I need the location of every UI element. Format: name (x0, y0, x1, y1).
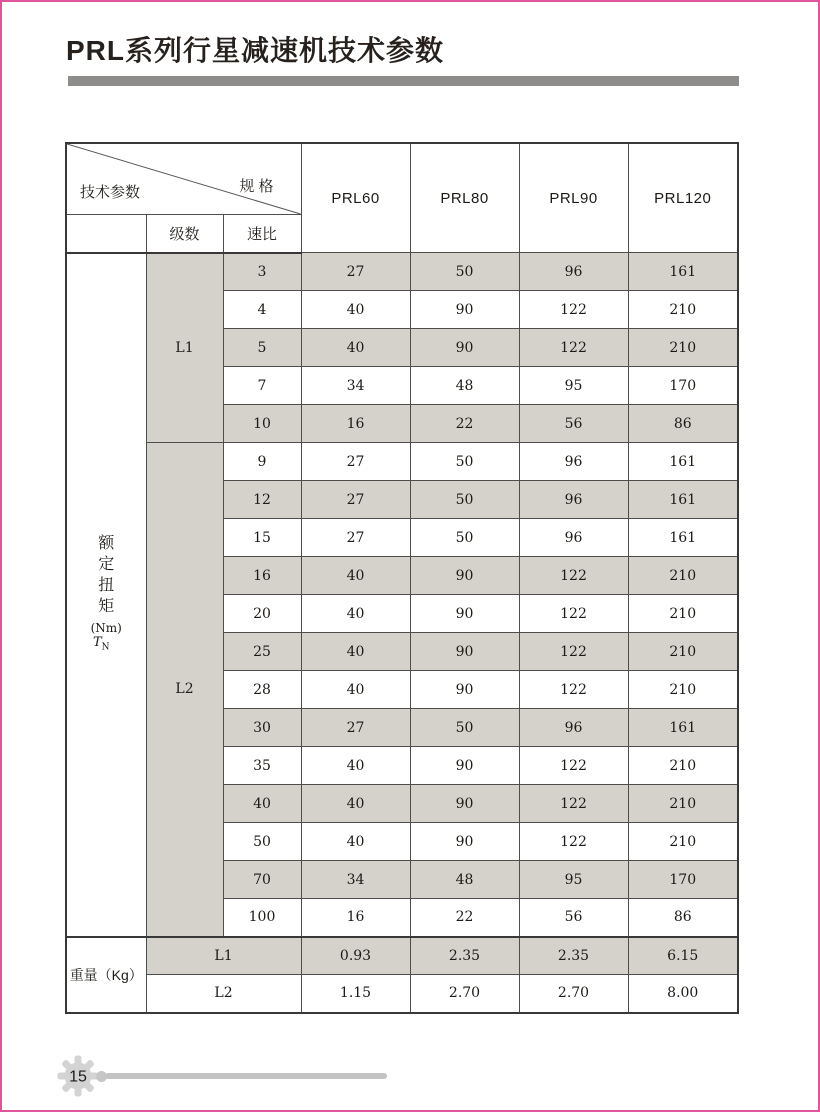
torque-value-cell: 40 (301, 329, 410, 367)
torque-value-cell: 161 (628, 519, 738, 557)
torque-value-cell: 27 (301, 253, 410, 291)
parameters-table (65, 142, 739, 1014)
table-row (66, 937, 738, 975)
torque-value-cell: 34 (301, 861, 410, 899)
torque-value-cell: 90 (410, 823, 519, 861)
weight-value-cell: 2.35 (410, 937, 519, 975)
torque-value-cell: 40 (301, 557, 410, 595)
weight-value-cell: 0.93 (301, 937, 410, 975)
ratio-cell: 3 (223, 253, 301, 291)
torque-value-cell: 122 (519, 823, 628, 861)
weight-stage-cell-l1: L1 (146, 937, 301, 975)
ratio-cell: 12 (223, 481, 301, 519)
torque-value-cell: 96 (519, 481, 628, 519)
ratio-cell: 28 (223, 671, 301, 709)
torque-value-cell: 40 (301, 595, 410, 633)
torque-value-cell: 161 (628, 709, 738, 747)
torque-value-cell: 96 (519, 443, 628, 481)
ratio-cell: 10 (223, 405, 301, 443)
torque-value-cell: 96 (519, 253, 628, 291)
col-header-prl80: PRL80 (410, 143, 519, 253)
torque-value-cell: 210 (628, 747, 738, 785)
table-row (66, 443, 738, 481)
torque-value-cell: 16 (301, 405, 410, 443)
torque-value-cell: 95 (519, 367, 628, 405)
torque-value-cell: 27 (301, 519, 410, 557)
torque-value-cell: 210 (628, 633, 738, 671)
torque-value-cell: 48 (410, 367, 519, 405)
torque-value-cell: 16 (301, 899, 410, 937)
title-underline-bar (68, 76, 739, 86)
torque-value-cell: 90 (410, 557, 519, 595)
torque-value-cell: 122 (519, 785, 628, 823)
col-header-prl60: PRL60 (301, 143, 410, 253)
torque-value-cell: 122 (519, 557, 628, 595)
torque-value-cell: 40 (301, 785, 410, 823)
torque-value-cell: 86 (628, 899, 738, 937)
corner-param-label: 技术参数 (80, 184, 141, 201)
torque-row-group-label: 额 定 扭 矩 (Nm) $T_N$ (66, 253, 146, 937)
ratio-cell: 20 (223, 595, 301, 633)
weight-value-cell: 6.15 (628, 937, 738, 975)
torque-value-cell: 90 (410, 671, 519, 709)
torque-value-cell: 161 (628, 443, 738, 481)
weight-value-cell: 2.70 (410, 975, 519, 1013)
torque-value-cell: 90 (410, 291, 519, 329)
footer-rule-line (105, 1073, 387, 1079)
page-number: 15 (69, 1068, 87, 1086)
torque-value-cell: 27 (301, 481, 410, 519)
torque-value-cell: 161 (628, 481, 738, 519)
torque-value-cell: 40 (301, 671, 410, 709)
weight-stage-cell-l2: L2 (146, 975, 301, 1013)
ratio-cell: 9 (223, 443, 301, 481)
torque-value-cell: 96 (519, 709, 628, 747)
torque-value-cell: 34 (301, 367, 410, 405)
torque-value-cell: 50 (410, 481, 519, 519)
torque-value-cell: 50 (410, 443, 519, 481)
torque-value-cell: 210 (628, 329, 738, 367)
torque-value-cell: 56 (519, 405, 628, 443)
stage-column-header: 级数 (146, 215, 223, 253)
weight-body (66, 937, 738, 1013)
torque-value-cell: 27 (301, 443, 410, 481)
torque-value-cell: 210 (628, 595, 738, 633)
torque-value-cell: 90 (410, 747, 519, 785)
torque-value-cell: 40 (301, 747, 410, 785)
torque-value-cell: 90 (410, 329, 519, 367)
ratio-cell: 35 (223, 747, 301, 785)
ratio-cell: 30 (223, 709, 301, 747)
torque-value-cell: 122 (519, 329, 628, 367)
gear-icon (57, 1055, 99, 1097)
torque-value-cell: 210 (628, 291, 738, 329)
torque-value-cell: 95 (519, 861, 628, 899)
table-row (66, 975, 738, 1013)
torque-value-cell: 90 (410, 785, 519, 823)
torque-value-cell: 90 (410, 633, 519, 671)
torque-value-cell: 50 (410, 519, 519, 557)
weight-label: 重量（Kg） (66, 937, 146, 1013)
torque-value-cell: 96 (519, 519, 628, 557)
torque-body (66, 253, 738, 937)
torque-value-cell: 122 (519, 595, 628, 633)
ratio-cell: 15 (223, 519, 301, 557)
ratio-cell: 70 (223, 861, 301, 899)
table-row (66, 253, 738, 291)
col-header-prl90: PRL90 (519, 143, 628, 253)
torque-value-cell: 56 (519, 899, 628, 937)
table-corner-cell (66, 143, 301, 215)
torque-value-cell: 210 (628, 785, 738, 823)
torque-value-cell: 122 (519, 747, 628, 785)
header-row-models (66, 143, 738, 215)
ratio-cell: 4 (223, 291, 301, 329)
col-header-prl120: PRL120 (628, 143, 738, 253)
ratio-column-header: 速比 (223, 215, 301, 253)
torque-value-cell: 50 (410, 253, 519, 291)
torque-value-cell: 170 (628, 367, 738, 405)
ratio-cell: 7 (223, 367, 301, 405)
torque-value-cell: 210 (628, 557, 738, 595)
torque-value-cell: 86 (628, 405, 738, 443)
header-empty-cell (66, 215, 146, 253)
torque-value-cell: 22 (410, 405, 519, 443)
stage-cell-l1: L1 (146, 253, 223, 443)
torque-value-cell: 122 (519, 633, 628, 671)
corner-spec-label: 规 格 (239, 178, 274, 195)
weight-value-cell: 1.15 (301, 975, 410, 1013)
ratio-cell: 16 (223, 557, 301, 595)
ratio-cell: 100 (223, 899, 301, 937)
page-title: PRL系列行星减速机技术参数 (66, 35, 445, 66)
ratio-cell: 40 (223, 785, 301, 823)
torque-value-cell: 161 (628, 253, 738, 291)
torque-value-cell: 27 (301, 709, 410, 747)
torque-value-cell: 90 (410, 595, 519, 633)
stage-cell-l2: L2 (146, 443, 223, 937)
torque-value-cell: 40 (301, 633, 410, 671)
torque-value-cell: 40 (301, 291, 410, 329)
torque-value-cell: 170 (628, 861, 738, 899)
ratio-cell: 5 (223, 329, 301, 367)
torque-value-cell: 40 (301, 823, 410, 861)
torque-value-cell: 48 (410, 861, 519, 899)
ratio-cell: 50 (223, 823, 301, 861)
weight-value-cell: 2.35 (519, 937, 628, 975)
weight-value-cell: 8.00 (628, 975, 738, 1013)
ratio-cell: 25 (223, 633, 301, 671)
torque-value-cell: 122 (519, 291, 628, 329)
weight-value-cell: 2.70 (519, 975, 628, 1013)
torque-value-cell: 22 (410, 899, 519, 937)
torque-value-cell: 122 (519, 671, 628, 709)
torque-value-cell: 210 (628, 671, 738, 709)
torque-value-cell: 210 (628, 823, 738, 861)
torque-value-cell: 50 (410, 709, 519, 747)
